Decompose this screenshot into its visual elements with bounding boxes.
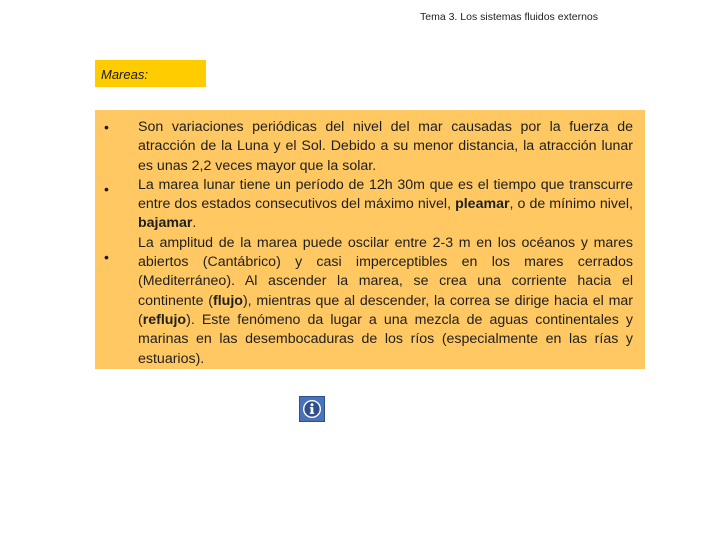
bullet-item [138, 234, 633, 369]
info-glyph-icon [302, 399, 322, 419]
bullet-text: La marea lunar tiene un período de 12h 30m que es el tiempo que transcurre entre dos estados consecutivos del máximo nivel, [138, 176, 633, 213]
term-flujo: flujo [212, 292, 243, 309]
bullet-text: . [192, 215, 197, 232]
section-title-box [95, 60, 206, 87]
term-bajamar: bajamar [138, 215, 193, 232]
bullet-text: ), mientras que al descender, la correa se dirige hacia el mar ( [138, 292, 634, 328]
bullet-list [138, 118, 633, 369]
bullet-marker: • [104, 181, 109, 197]
info-icon[interactable] [299, 396, 325, 422]
bullet-item [138, 118, 633, 176]
bullet-text: , o de mínimo nivel, [509, 196, 633, 213]
bullet-text: La amplitud de la marea puede oscilar entre 2-3 m en los océanos y mares abiertos (Cantábrico) y casi imperceptibles en los mares cerrados (Mediterráneo). Al ascender la marea, se crea una corriente hacia el continente ( [138, 234, 633, 309]
bullet-text: Son variaciones periódicas del nivel del mar causadas por la fuerza de atracción de la Luna y el Sol. Debido a su menor distancia, la atracción lunar es unas 2,2 veces mayor que la solar. [138, 119, 633, 174]
bullet-text: ). Este fenómeno da lugar a una mezcla de aguas continentales y marinas en las desembocaduras de los ríos (especialmente en las rías y estuarios). [138, 311, 633, 367]
page-header: Tema 3. Los sistemas fluidos externos [420, 11, 598, 23]
term-reflujo: reflujo [142, 311, 187, 328]
bullet-item [138, 176, 633, 234]
bullet-marker: • [104, 249, 109, 265]
term-pleamar: pleamar [455, 196, 510, 213]
section-title: Mareas: [101, 67, 148, 82]
bullet-marker: • [104, 119, 109, 135]
